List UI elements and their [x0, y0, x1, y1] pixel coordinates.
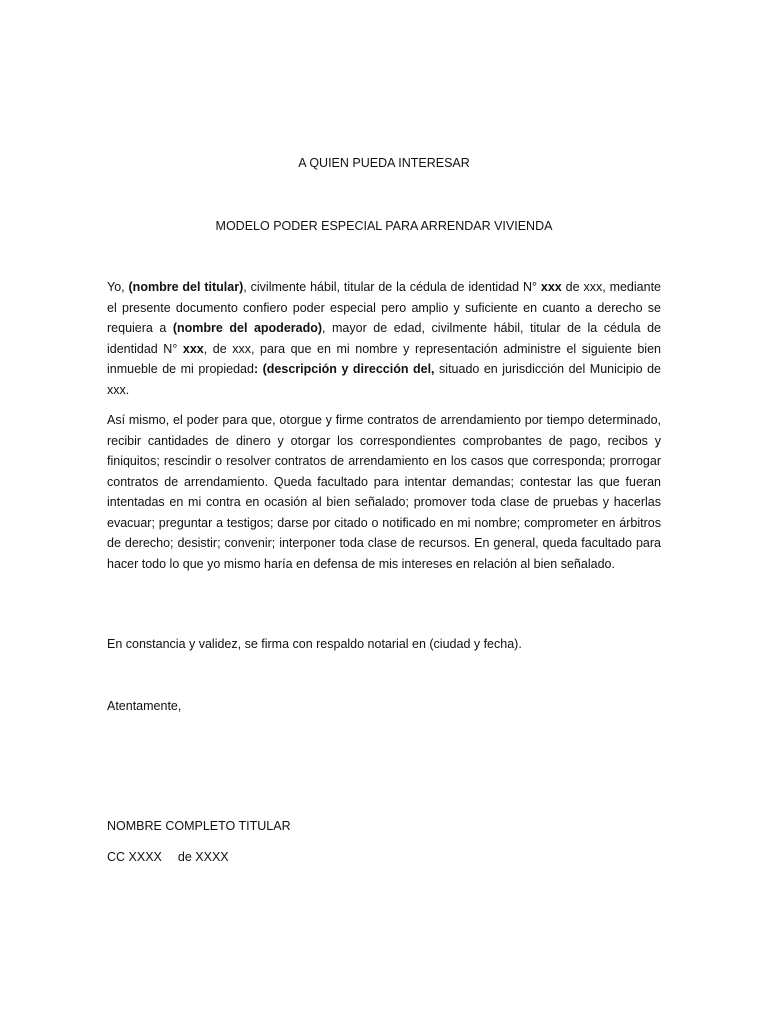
- titular-name-placeholder: (nombre del titular): [128, 280, 244, 294]
- signature-id-number: CC XXXX: [107, 850, 162, 864]
- closing-statement: En constancia y validez, se firma con respaldo notarial en (ciudad y fecha).: [107, 637, 522, 651]
- p1-text-1: Yo,: [107, 280, 129, 294]
- p1-text-6: situado en jurisdicción del Municipio de xxx.: [107, 362, 662, 397]
- p1-text-3: de xxx, mediante el presente documento confiero poder especial pero amplio y suficiente en cuanto a derecho se requiera a: [107, 280, 661, 335]
- regards-line: Atentamente,: [107, 699, 182, 713]
- document-heading: A QUIEN PUEDA INTERESAR: [298, 156, 470, 170]
- attorney-name-placeholder: (nombre del apoderado): [172, 321, 323, 335]
- p1-text-4: , mayor de edad, civilmente hábil, titular de la cédula de identidad N°: [107, 321, 661, 356]
- document-subheading: MODELO PODER ESPECIAL PARA ARRENDAR VIVIENDA: [215, 219, 553, 233]
- paragraph-powers-list: Así mismo, el poder para que, otorgue y firme contratos de arrendamiento por tiempo determinado, recibir cantidades de dinero y otorgar los correspondientes comprobantes de pago, recibos y finiquitos; rescindir o resolver contratos de arrendamiento en los casos que corresponda; prorrogar contratos de arrendamiento. Queda facultado para intentar demandas; contestar las que fueran intentadas en mi contra en ocasión al bien señalado; promover toda clase de pruebas y hacerlas evacuar; preguntar a testigos; darse por citado o notificado en mi nombre; comprometer en árbitros de derecho; desistir; convenir; interponer toda clase de recursos. En general, queda facultado para hacer todo lo que yo mismo haría en defensa de mis intereses en relación al bien señalado.: [107, 413, 661, 571]
- signature-id-place: de XXXX: [177, 850, 229, 864]
- p1-text-2: , civilmente hábil, titular de la cédula de identidad N°: [243, 280, 541, 294]
- property-description-placeholder: : (descripción y dirección del,: [253, 362, 435, 376]
- signature-id-line: [107, 849, 229, 865]
- signature-name: NOMBRE COMPLETO TITULAR: [107, 819, 291, 833]
- paragraph-grant-of-power: [107, 277, 661, 400]
- attorney-id-placeholder: xxx: [182, 341, 204, 356]
- p1-text-5: , de xxx, para que en mi nombre y representación administre el siguiente bien inmueble de mi propiedad: [107, 341, 661, 376]
- titular-id-placeholder: xxx: [540, 280, 562, 294]
